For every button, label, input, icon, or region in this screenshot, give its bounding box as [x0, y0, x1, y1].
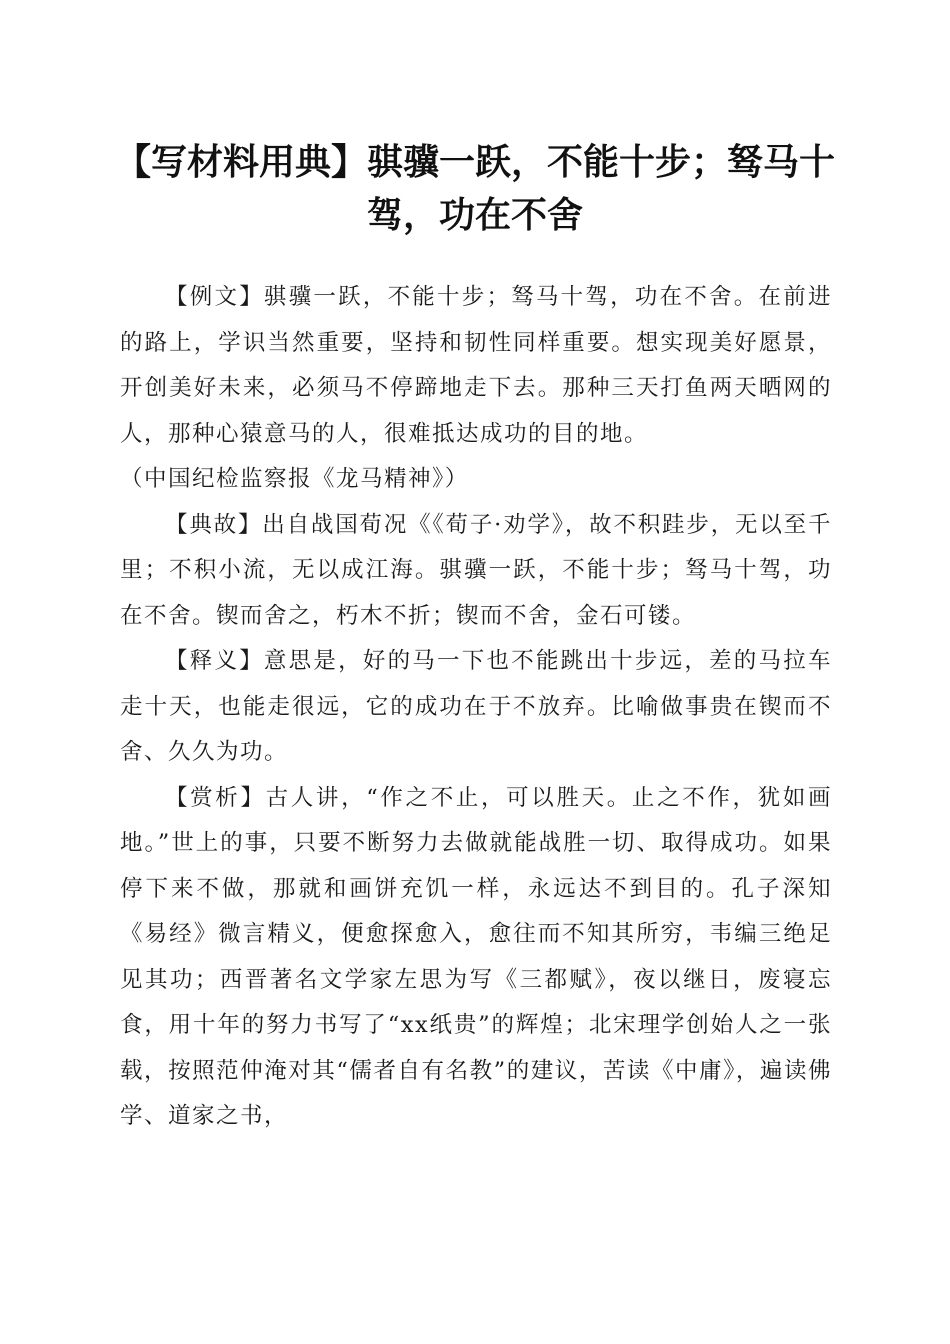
paragraph-text: 意思是，好的马一下也不能跳出十步远，差的马拉车走十天，也能走很远，它的成功在于不放弃。比喻做事贵在锲而不舍、久久为功。 — [120, 648, 832, 765]
paragraph-allusion — [120, 503, 832, 640]
paragraph-label: 【例文】 — [165, 284, 264, 310]
paragraph-text: 出自战国荀况《《荀子·劝学》，故不积跬步，无以至千里；不积小流，无以成江海。骐骥一跃，不能十步；驽马十驾，功在不舍。锲而舍之，朽木不折；锲而不舍，金石可镂。 — [120, 511, 832, 629]
paragraph-text: 骐骥一跃，不能十步；驽马十驾，功在不舍。在前进的路上，学识当然重要，坚持和韧性同样重要。想实现美好愿景，开创美好未来，必须马不停蹄地走下去。那种三天打鱼两天晒网的人，那种心猿意马的人，很难抵达成功的目的地。 — [120, 284, 832, 447]
paragraph-appreciation — [120, 776, 832, 1140]
paragraph-meaning — [120, 639, 832, 776]
paragraph-text: 古人讲，“作之不止，可以胜天。止之不作，犹如画地。”世上的事，只要不断努力去做就能战胜一切、取得成功。如果停下来不做，那就和画饼充饥一样，永远达不到目的。孔子深知《易经》微言精义，便愈探愈入，愈往而不知其所穷，韦编三绝足见其功；西晋著名文学家左思为写《三都赋》，夜以继日，废寝忘食，用十年的努力书写了“xx纸贵”的辉煌；北宋理学创始人之一张载，按照范仲淹对其“儒者自有名教”的建议，苦读《中庸》，遍读佛学、道家之书， — [120, 784, 832, 1129]
paragraph-source: （中国纪检监察报《龙马精神》） — [120, 466, 469, 492]
document-title: 【写材料用典】骐骥一跃，不能十步；驽马十驾，功在不舍 — [115, 142, 836, 236]
paragraph-label: 【赏析】 — [165, 784, 266, 811]
paragraph-example — [120, 275, 832, 457]
document-body — [120, 275, 832, 1140]
paragraph-label: 【典故】 — [165, 511, 263, 538]
paragraph-label: 【释义】 — [165, 648, 264, 674]
